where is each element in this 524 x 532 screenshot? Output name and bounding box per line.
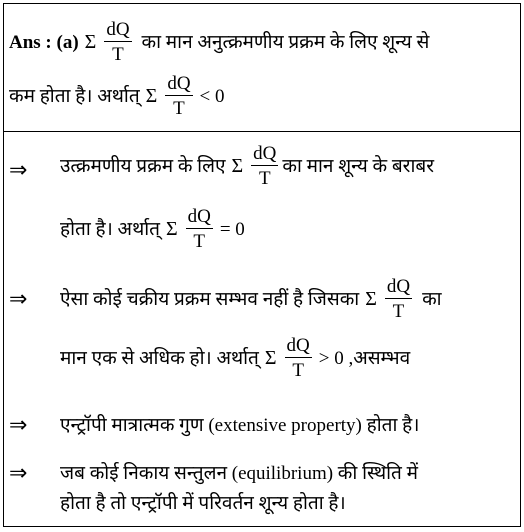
fraction-denominator: T (193, 231, 206, 252)
fraction-numerator: dQ (187, 206, 211, 227)
implies-arrow-icon: ⇒ (9, 461, 28, 486)
fraction-denominator: T (392, 301, 405, 322)
point-text: ऐसा कोई चक्रीय प्रक्रम सम्भव नहीं है जिसका (60, 288, 360, 310)
point-text: मान एक से अधिक हो। अर्थात् (60, 347, 259, 369)
fraction-dq-t (165, 74, 192, 118)
point-text: एन्ट्रॉपी मात्रात्मक गुण (extensive property) होता है। (60, 415, 420, 436)
point-4-line-1 (60, 464, 418, 483)
fraction-denominator: T (112, 44, 124, 65)
sigma-symbol: Σ (231, 155, 244, 177)
fraction-dq-t (385, 277, 412, 321)
fraction-dq-t (285, 336, 312, 380)
point-text: उत्क्रमणीय प्रक्रम के लिए (60, 155, 226, 177)
sigma-symbol: Σ (84, 31, 97, 53)
point-2-line-1 (60, 277, 442, 321)
point-4-line-2 (60, 494, 346, 513)
fraction-numerator: dQ (253, 143, 277, 164)
sigma-symbol: Σ (264, 347, 277, 369)
point-text: होता है तो एन्ट्रॉपी में परिवर्तन शून्य होता है। (60, 493, 346, 514)
sigma-symbol: Σ (145, 85, 158, 107)
implies-arrow-icon: ⇒ (9, 287, 28, 312)
fraction-denominator: T (292, 360, 304, 381)
equality-relation: = 0 (219, 218, 245, 240)
fraction-numerator: dQ (167, 73, 191, 94)
answer-line-1 (9, 20, 429, 64)
answer-text-2: कम होता है। अर्थात् (9, 85, 140, 107)
implies-arrow-icon: ⇒ (9, 413, 28, 438)
implies-arrow-icon: ⇒ (9, 158, 28, 183)
fraction-dq-t (104, 20, 131, 64)
inequality-relation: > 0 ,असम्भव (318, 347, 411, 369)
point-text: होता है। अर्थात् (60, 218, 160, 240)
point-1-line-2 (60, 207, 245, 251)
answer-line-2 (9, 74, 225, 118)
fraction-numerator: dQ (386, 276, 411, 297)
sigma-symbol: Σ (365, 288, 377, 310)
fraction-denominator: T (173, 98, 185, 119)
point-2-line-2 (60, 336, 410, 380)
point-1-line-1 (60, 144, 434, 188)
fraction-dq-t (186, 207, 213, 251)
answer-prefix: Ans : (a) (9, 31, 79, 53)
point-3-line-1 (60, 416, 419, 435)
point-text: का मान शून्य के बराबर (282, 155, 434, 177)
answer-text-1: का मान अनुत्क्रमणीय प्रक्रम के लिए शून्य से (141, 31, 430, 53)
fraction-denominator: T (258, 168, 271, 189)
fraction-dq-t (251, 144, 278, 188)
point-text: का (422, 288, 442, 310)
section-divider (3, 131, 521, 132)
fraction-numerator: dQ (106, 19, 130, 40)
point-text: जब कोई निकाय सन्तुलन (equilibrium) की स्थिति में (60, 463, 418, 484)
sigma-symbol: Σ (165, 218, 178, 240)
inequality-relation: < 0 (199, 85, 225, 107)
fraction-numerator: dQ (286, 335, 310, 356)
